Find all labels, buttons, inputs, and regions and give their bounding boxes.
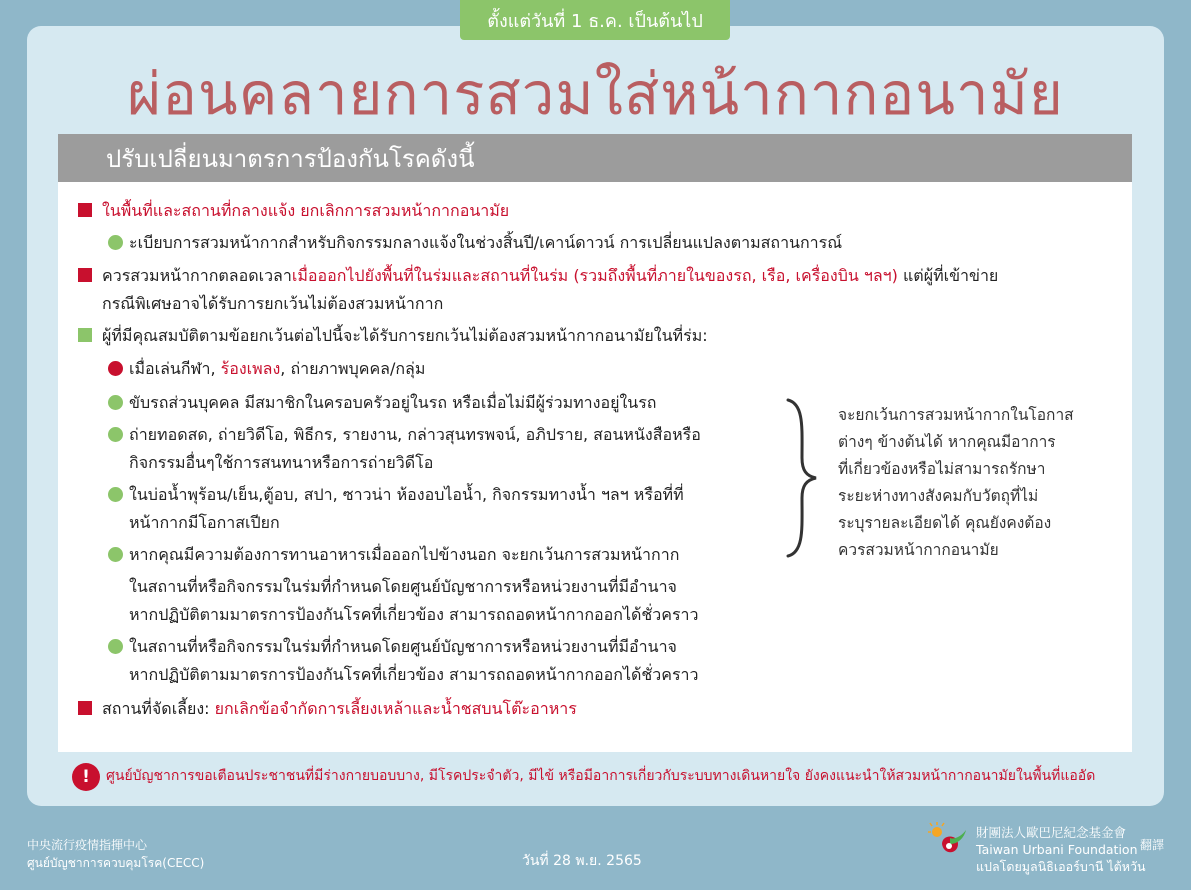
red-dot-bullet-icon [108,361,123,376]
green-dot-bullet-icon [108,395,123,410]
exemption-sub-3 [108,420,701,450]
red-square-bullet-icon [78,203,92,217]
footer-organization [27,836,204,872]
exemption-3-line2: กิจกรรมอื่นๆใช้การสนทนาหรือการถ่ายวิดีโอ [129,453,434,472]
exemption-4-line1: ในบ่อน้ำพุร้อน/เย็น,ตู้อบ, สปา, ซาวน่า ห้องอบไอน้ำ, กิจกรรมทางน้ำ ฯลฯ หรือที่ที่ [129,485,684,504]
exemption-sub-4-line2 [129,508,280,538]
warning-icon [72,763,100,791]
green-dot-bullet-icon [108,547,123,562]
exemption-1-pre: เมื่อเล่นกีฬา, [129,359,221,378]
exemption-3-line1: ถ่ายทอดสด, ถ่ายวิดีโอ, พิธีกร, รายงาน, กล่าวสุนทรพจน์, อภิปราย, สอนหนังสือหรือ [129,425,701,444]
side-note-line: ต่างๆ ข้างต้นได้ หากคุณมีอาการ [838,433,1056,451]
exemption-5-line1: หากคุณมีความต้องการทานอาหารเมื่อออกไปข้างนอก จะยกเว้นการสวมหน้ากาก [129,545,680,564]
exemption-5-line3: หากปฏิบัติตามมาตรการป้องกันโรคที่เกี่ยวข้อง สามารถถอดหน้ากากออกได้ชั่วคราว [129,605,699,624]
foundation-name-cn: 財團法人歐巴尼紀念基金會 [976,825,1127,840]
side-note [838,402,1138,564]
indoor-text-red2: (รวมถึงพื้นที่ภายในของรถ, เรือ, เครื่องบิน ฯลฯ) [573,266,898,285]
footer-date: วันที่ 28 พ.ย. 2565 [522,853,642,869]
warning-text: ศูนย์บัญชาการขอเตือนประชาชนที่มีร่างกายบอบบาง, มีโรคประจำตัว, มีไข้ หรือมีอาการเกี่ยวกับระบบทางเดินหายใจ ยังคงแนะนำให้สวมหน้ากากอนามัยในพื้นที่แออัด [106,768,1096,784]
banquet-pre: สถานที่จัดเลี้ยง: [102,699,215,718]
exemption-6-line2: หากปฏิบัติตามมาตรการป้องกันโรคที่เกี่ยวข้อง สามารถถอดหน้ากากออกได้ชั่วคราว [129,665,699,684]
indoor-text-post: แต่ผู้ที่เข้าข่าย [897,266,999,285]
green-dot-bullet-icon [108,487,123,502]
exemption-sub-6 [108,632,677,662]
exemption-1-red: ร้องเพลง [220,359,281,378]
side-note-line: ควรสวมหน้ากากอนามัย [838,541,999,559]
side-note-line: จะยกเว้นการสวมหน้ากากในโอกาส [838,406,1074,424]
exemption-5-line2: ในสถานที่หรือกิจกรรมในร่มที่กำหนดโดยศูนย์บัญชาการหรือหน่วยงานที่มีอำนาจ [129,577,677,596]
green-square-bullet-icon [78,328,92,342]
effective-date-text: ตั้งแต่วันที่ 1 ธ.ค. เป็นต้นไป [487,10,703,32]
foundation-logo-icon [928,822,970,858]
outdoor-sub-text: ะเบียบการสวมหน้ากากสำหรับกิจกรรมกลางแจ้งในช่วงสิ้นปี/เคาน์ดาวน์ การเปลี่ยนแปลงตามสถานการณ์ [129,233,843,252]
red-square-bullet-icon [78,268,92,282]
exemption-sub-6-line2 [129,660,699,690]
translation-label: 翻譯 [1140,838,1165,852]
exemption-sub-5-line2 [129,572,677,602]
effective-date-tag [460,0,730,40]
exemption-4-line2: หน้ากากมีโอกาสเปียก [129,513,280,532]
banquet-item [78,694,577,724]
banquet-red: ยกเลิกข้อจำกัดการเลี้ยงเหล้าและน้ำชสบนโต๊ะอาหาร [214,699,577,718]
side-note-line: ระยะห่างทางสังคมกับวัตถุที่ไม่ [838,487,1039,505]
foundation-name-th: แปลโดยมูลนิธิเออร์บานี ไต้หวัน [976,859,1146,874]
section-title: ปรับเปลี่ยนมาตรการป้องกันโรคดังนี้ [106,144,475,173]
indoor-text-line2: กรณีพิเศษอาจได้รับการยกเว้นไม่ต้องสวมหน้ากาก [102,294,444,313]
outdoor-item [78,196,509,226]
exemption-sub-1 [108,354,425,384]
exemption-sub-2 [108,388,656,418]
green-dot-bullet-icon [108,639,123,654]
org-name-cn: 中央流行疫情指揮中心 [27,838,148,852]
org-name-th: ศูนย์บัญชาการควบคุมโรค(CECC) [27,856,205,870]
exemption-sub-3-line2 [129,448,433,478]
curly-brace-icon [782,398,822,558]
warning-icon-glyph: ! [82,767,90,787]
section-header [58,134,1132,182]
green-dot-bullet-icon [108,427,123,442]
red-square-bullet-icon [78,701,92,715]
side-note-line: ระบุรายละเอียดได้ คุณยังคงต้อง [838,514,1052,532]
indoor-item-line2 [102,289,443,319]
outdoor-label: ในพื้นที่และสถานที่กลางแจ้ง ยกเลิกการสวมหน้ากากอนามัย [102,201,510,220]
green-dot-bullet-icon [108,235,123,250]
exemption-item [78,321,708,351]
exemption-1-post: , ถ่ายภาพบุคคล/กลุ่ม [280,359,426,378]
exemption-6-line1: ในสถานที่หรือกิจกรรมในร่มที่กำหนดโดยศูนย์บัญชาการหรือหน่วยงานที่มีอำนาจ [129,637,677,656]
exemption-label: ผู้ที่มีคุณสมบัติตามข้อยกเว้นต่อไปนี้จะได้รับการยกเว้นไม่ต้องสวมหน้ากากอนามัยในที่ร่ม: [102,326,708,345]
footer-foundation [976,824,1146,875]
indoor-item [78,261,998,291]
exemption-2-text: ขับรถส่วนบุคคล มีสมาชิกในครอบครัวอยู่ในรถ หรือเมื่อไม่มีผู้ร่วมทางอยู่ในรถ [129,393,657,412]
indoor-text-red1: เมื่อออกไปยังพื้นที่ในร่มและสถานที่ในร่ม [291,266,569,285]
indoor-text-pre: ควรสวมหน้ากากตลอดเวลา [102,266,292,285]
exemption-sub-5-line3 [129,600,699,630]
side-note-line: ที่เกี่ยวข้องหรือไม่สามารถรักษา [838,460,1046,478]
exemption-sub-5 [108,540,679,570]
exemption-sub-4 [108,480,684,510]
outdoor-sub-item [108,228,842,258]
page-title: ผ่อนคลายการสวมใส่หน้ากากอนามัย [127,60,1064,128]
foundation-name-en: Taiwan Urbani Foundation [976,842,1138,857]
